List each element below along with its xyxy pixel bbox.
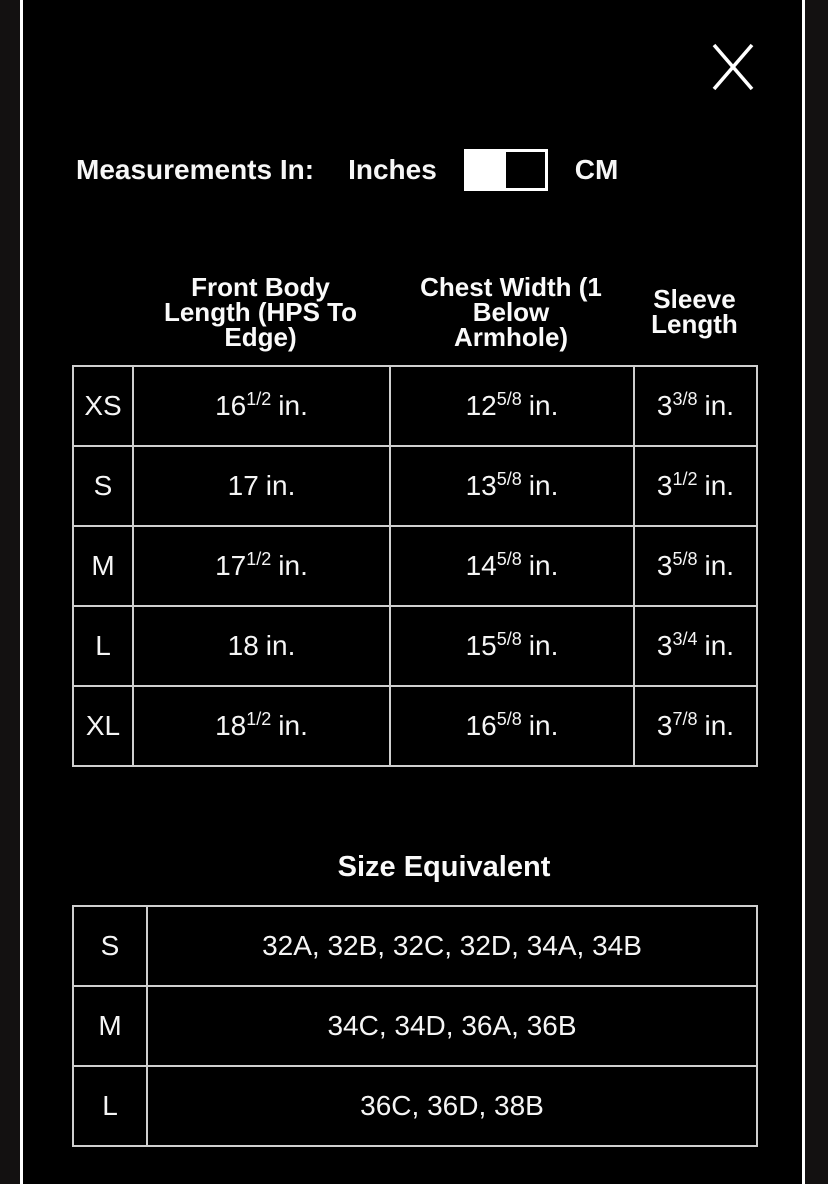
measurement-fraction: 5/8: [496, 549, 522, 569]
close-button[interactable]: [705, 36, 761, 98]
measurement-fraction: 5/8: [672, 549, 698, 569]
size-cell: M: [73, 526, 133, 606]
measurement-unit: in.: [528, 390, 559, 421]
measurement-unit-row: [76, 146, 618, 194]
measurement-cell: [390, 686, 634, 766]
measurement-fraction: 1/2: [672, 469, 698, 489]
measurement-fraction: 1/2: [246, 389, 272, 409]
size-chart-modal: [20, 0, 805, 1184]
column-header-line: Length: [651, 309, 738, 339]
measurement-value: 3: [656, 710, 673, 741]
size-equivalent-table: [72, 905, 758, 1147]
equivalent-cell: 34C, 34D, 36A, 36B: [147, 986, 757, 1066]
measurement-fraction: 5/8: [496, 389, 522, 409]
column-header: [633, 284, 756, 339]
size-measurements-table: [72, 365, 758, 767]
measurement-fraction: 1/2: [246, 549, 272, 569]
measurement-fraction: 5/8: [496, 709, 522, 729]
column-header-line: Sleeve: [653, 284, 736, 314]
column-header-line: Chest Width (1: [420, 271, 602, 302]
size-table-header-row: [72, 268, 756, 356]
column-header: [132, 271, 389, 352]
measurement-cell: [133, 686, 390, 766]
unit-toggle-switch[interactable]: [464, 149, 548, 191]
size-cell: L: [73, 1066, 147, 1146]
measurement-value: 3: [656, 550, 673, 581]
measurement-unit: in.: [704, 550, 735, 581]
column-header-line: Front Body: [191, 271, 330, 302]
measurement-value: 14: [465, 550, 497, 581]
measurement-unit: in.: [528, 550, 559, 581]
measurement-unit: in.: [704, 470, 735, 501]
table-row: [73, 606, 757, 686]
column-header-line: Below: [472, 296, 550, 327]
measurement-value: 18: [227, 630, 259, 661]
unit-option-cm: CM: [574, 154, 619, 185]
column-header-line: Length (HPS To: [163, 296, 358, 327]
size-cell: S: [73, 446, 133, 526]
table-row: [73, 526, 757, 606]
measurement-unit: in.: [265, 470, 296, 501]
measurement-value: 3: [656, 390, 673, 421]
measurement-unit: in.: [528, 470, 559, 501]
measurement-value: 13: [465, 470, 497, 501]
measurement-cell: [634, 606, 757, 686]
measurement-fraction: 1/2: [246, 709, 272, 729]
measurement-unit: in.: [528, 710, 559, 741]
close-icon: [711, 43, 755, 91]
table-row: [73, 446, 757, 526]
measurement-cell: [133, 446, 390, 526]
measurement-value: 3: [656, 630, 673, 661]
measurements-in-label: Measurements In:: [76, 154, 315, 185]
table-row: [73, 366, 757, 446]
toggle-knob: [467, 152, 506, 188]
measurement-value: 17: [215, 550, 247, 581]
measurement-cell: [133, 606, 390, 686]
measurement-cell: [390, 526, 634, 606]
measurement-unit: in.: [704, 710, 735, 741]
measurement-value: 16: [215, 390, 247, 421]
measurement-cell: [133, 366, 390, 446]
size-cell: S: [73, 906, 147, 986]
measurement-unit: in.: [704, 390, 735, 421]
measurement-unit: in.: [704, 630, 735, 661]
size-cell: M: [73, 986, 147, 1066]
equivalent-cell: 36C, 36D, 38B: [147, 1066, 757, 1146]
measurement-cell: [133, 526, 390, 606]
measurement-cell: [634, 686, 757, 766]
measurement-value: 17: [227, 470, 259, 501]
measurement-fraction: 7/8: [672, 709, 698, 729]
measurement-cell: [390, 366, 634, 446]
measurement-cell: [390, 606, 634, 686]
table-row: [73, 906, 757, 986]
size-cell: XL: [73, 686, 133, 766]
size-cell: XS: [73, 366, 133, 446]
table-row: [73, 1066, 757, 1146]
measurement-fraction: 5/8: [496, 629, 522, 649]
measurement-value: 12: [465, 390, 497, 421]
measurement-unit: in.: [278, 390, 308, 421]
unit-option-inches: Inches: [348, 154, 437, 185]
measurement-unit: in.: [528, 630, 559, 661]
column-header: [389, 271, 633, 352]
measurement-unit: in.: [278, 550, 308, 581]
measurement-cell: [634, 526, 757, 606]
measurement-value: 16: [465, 710, 497, 741]
measurement-cell: [634, 446, 757, 526]
measurement-cell: [634, 366, 757, 446]
measurement-value: 3: [656, 470, 673, 501]
measurement-fraction: 3/4: [672, 629, 698, 649]
measurement-fraction: 3/8: [672, 389, 698, 409]
table-row: [73, 986, 757, 1066]
measurement-cell: [390, 446, 634, 526]
size-cell: L: [73, 606, 133, 686]
equivalent-cell: 32A, 32B, 32C, 32D, 34A, 34B: [147, 906, 757, 986]
measurement-unit: in.: [265, 630, 296, 661]
column-header-line: Armhole): [453, 321, 569, 352]
measurement-unit: in.: [278, 710, 308, 741]
size-equivalent-title: Size Equivalent: [337, 851, 551, 883]
column-header-line: Edge): [224, 321, 297, 352]
measurement-fraction: 5/8: [496, 469, 522, 489]
measurement-value: 15: [465, 630, 497, 661]
table-row: [73, 686, 757, 766]
measurement-value: 18: [215, 710, 247, 741]
